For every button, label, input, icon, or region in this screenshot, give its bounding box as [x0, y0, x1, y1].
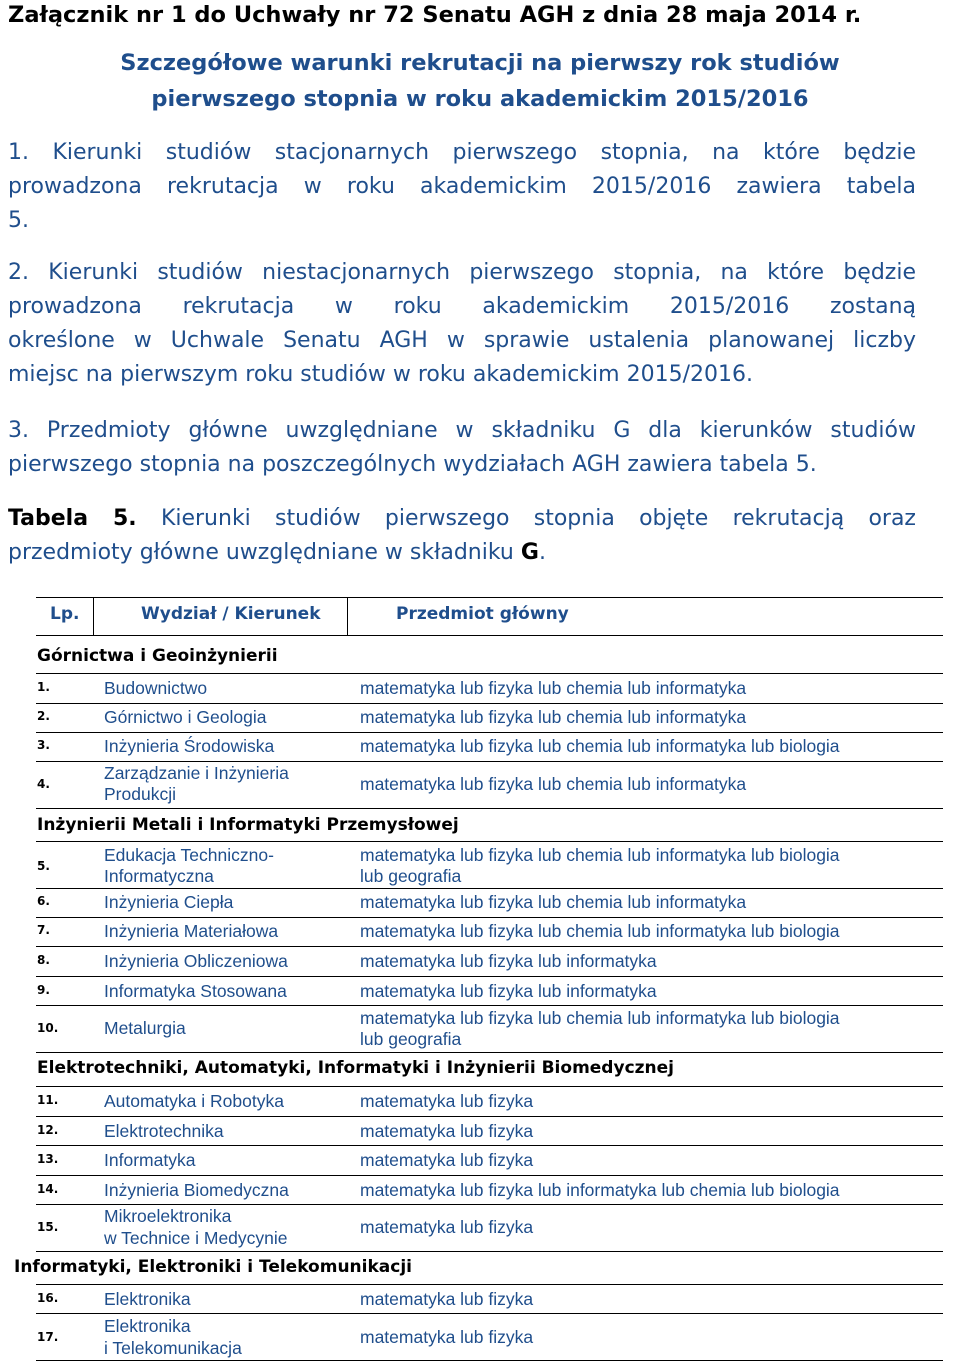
- row-separator: [36, 732, 943, 733]
- row-separator: [36, 1251, 943, 1252]
- table-header-rule: [36, 635, 943, 636]
- paragraph-3-line: 3. Przedmioty główne uwzględniane w składniku G dla kierunków studiów: [8, 418, 916, 443]
- row-separator: [36, 1116, 943, 1117]
- faculty-heading: Inżynierii Metali i Informatyki Przemysłowej: [37, 815, 459, 835]
- row-separator: [36, 1175, 943, 1176]
- row-department: Elektronika: [104, 1289, 191, 1309]
- paragraph-2: [8, 256, 916, 392]
- row-number: 15.: [37, 1220, 59, 1234]
- row-subject: matematyka lub fizyka: [360, 1217, 534, 1237]
- row-separator: [36, 808, 943, 809]
- table-col-divider-1: [93, 597, 94, 635]
- row-department: Inżynieria Biomedyczna: [104, 1180, 289, 1200]
- row-subject: matematyka lub fizyka: [360, 1091, 534, 1111]
- row-department: Mikroelektronika: [104, 1206, 232, 1226]
- paragraph-1: [8, 136, 916, 238]
- row-separator: [36, 888, 943, 889]
- row-separator: [36, 673, 943, 674]
- row-subject: matematyka lub fizyka: [360, 1327, 534, 1347]
- faculty-heading: Górnictwa i Geoinżynierii: [37, 646, 278, 666]
- row-separator: [36, 946, 943, 947]
- row-separator: [36, 761, 943, 762]
- row-number: 11.: [37, 1093, 59, 1107]
- row-separator: [36, 1360, 943, 1361]
- row-department: w Technice i Medycynie: [104, 1228, 288, 1248]
- row-department: Zarządzanie i Inżynieria: [104, 763, 289, 783]
- row-number: 12.: [37, 1123, 59, 1137]
- table-caption: [8, 502, 916, 570]
- row-department: Budownictwo: [104, 678, 208, 698]
- row-separator: [36, 1145, 943, 1146]
- row-separator: [36, 1284, 943, 1285]
- table-top-rule: [36, 597, 943, 598]
- row-subject: matematyka lub fizyka lub chemia lub informatyka lub biologia: [360, 736, 840, 756]
- row-subject: matematyka lub fizyka lub chemia lub informatyka: [360, 678, 747, 698]
- paragraph-3: [8, 414, 916, 482]
- table-caption-line-1: [8, 502, 916, 536]
- row-subject: matematyka lub fizyka lub chemia lub informatyka lub biologia: [360, 1008, 840, 1028]
- row-separator: [36, 917, 943, 918]
- paragraph-2-line: określone w Uchwale Senatu AGH w sprawie ustalenia planowanej liczby: [8, 328, 916, 353]
- row-number: 3.: [37, 738, 50, 752]
- row-subject: matematyka lub fizyka: [360, 1121, 534, 1141]
- row-department: Inżynieria Obliczeniowa: [104, 951, 288, 971]
- row-number: 4.: [37, 777, 50, 791]
- row-department: Metalurgia: [104, 1018, 186, 1038]
- table-caption-dot: .: [538, 540, 546, 565]
- row-subject: lub geografia: [360, 1029, 462, 1049]
- table-caption-text-1: Kierunki studiów pierwszego stopnia objęte rekrutacją oraz: [160, 506, 916, 531]
- row-department: Inżynieria Środowiska: [104, 736, 275, 756]
- title-line-2: pierwszego stopnia w roku akademickim 2015/2016: [151, 86, 809, 112]
- row-separator: [36, 703, 943, 704]
- row-separator: [36, 1313, 943, 1314]
- title-line-1: Szczegółowe warunki rekrutacji na pierwszy rok studiów: [120, 50, 840, 76]
- row-department: Inżynieria Ciepła: [104, 892, 234, 912]
- row-number: 2.: [37, 709, 50, 723]
- paragraph-2-line: prowadzona rekrutacja w roku akademickim 2015/2016 zostaną: [8, 294, 916, 319]
- table-col-divider-2: [347, 597, 348, 635]
- paragraph-2-line: 2. Kierunki studiów niestacjonarnych pierwszego stopnia, na które będzie: [8, 260, 916, 285]
- row-subject: matematyka lub fizyka lub informatyka: [360, 981, 657, 1001]
- row-department: Produkcji: [104, 784, 176, 804]
- row-subject: matematyka lub fizyka lub informatyka: [360, 951, 657, 971]
- row-department: Automatyka i Robotyka: [104, 1091, 284, 1111]
- row-department: Informatyka: [104, 1150, 196, 1170]
- row-department: Edukacja Techniczno-: [104, 845, 274, 865]
- table-caption-line-2: [8, 536, 916, 570]
- paragraph-1-line: 5.: [8, 208, 29, 233]
- faculty-heading: Elektrotechniki, Automatyki, Informatyki i Inżynierii Biomedycznej: [37, 1058, 674, 1078]
- paragraph-3-line: pierwszego stopnia na poszczególnych wydziałach AGH zawiera tabela 5.: [8, 452, 817, 477]
- header-lp: Lp.: [50, 604, 80, 624]
- row-number: 16.: [37, 1291, 59, 1305]
- row-separator: [36, 1052, 943, 1053]
- row-department: Inżynieria Materiałowa: [104, 921, 279, 941]
- row-number: 6.: [37, 894, 50, 908]
- row-subject: matematyka lub fizyka lub informatyka lub chemia lub biologia: [360, 1180, 840, 1200]
- row-subject: matematyka lub fizyka lub chemia lub informatyka lub biologia: [360, 845, 840, 865]
- paragraph-1-line: prowadzona rekrutacja w roku akademickim 2015/2016 zawiera tabela: [8, 174, 916, 199]
- paragraph-1-line: 1. Kierunki studiów stacjonarnych pierwszego stopnia, na które będzie: [8, 140, 916, 165]
- row-number: 9.: [37, 983, 50, 997]
- row-separator: [36, 1204, 943, 1205]
- row-department: Informatyka Stosowana: [104, 981, 287, 1001]
- table-caption-g: G: [520, 540, 539, 565]
- row-subject: lub geografia: [360, 866, 462, 886]
- row-subject: matematyka lub fizyka: [360, 1289, 534, 1309]
- row-department: Informatyczna: [104, 866, 214, 886]
- row-subject: matematyka lub fizyka lub chemia lub informatyka: [360, 774, 747, 794]
- row-number: 14.: [37, 1182, 59, 1196]
- row-separator: [36, 841, 943, 842]
- row-department: Górnictwo i Geologia: [104, 707, 267, 727]
- row-separator: [36, 1005, 943, 1006]
- row-department: i Telekomunikacja: [104, 1338, 242, 1358]
- header-dept: Wydział / Kierunek: [141, 604, 321, 624]
- row-subject: matematyka lub fizyka lub chemia lub informatyka lub biologia: [360, 921, 840, 941]
- row-subject: matematyka lub fizyka lub chemia lub informatyka: [360, 707, 747, 727]
- row-separator: [36, 976, 943, 977]
- attachment-header: Załącznik nr 1 do Uchwały nr 72 Senatu AGH z dnia 28 maja 2014 r.: [8, 2, 862, 28]
- paragraph-2-line: miejsc na pierwszym roku studiów w roku akademickim 2015/2016.: [8, 362, 753, 387]
- table-caption-label: Tabela 5.: [8, 506, 137, 531]
- row-department: Elektronika: [104, 1316, 191, 1336]
- row-subject: matematyka lub fizyka lub chemia lub informatyka: [360, 892, 747, 912]
- table-caption-text-2: przedmioty główne uwzględniane w składniku: [8, 540, 514, 565]
- row-department: Elektrotechnika: [104, 1121, 224, 1141]
- row-number: 10.: [37, 1021, 59, 1035]
- faculty-heading: Informatyki, Elektroniki i Telekomunikacji: [14, 1257, 412, 1277]
- row-number: 17.: [37, 1330, 59, 1344]
- row-number: 1.: [37, 680, 50, 694]
- row-subject: matematyka lub fizyka: [360, 1150, 534, 1170]
- header-subj: Przedmiot główny: [396, 604, 569, 624]
- row-number: 5.: [37, 859, 50, 873]
- row-number: 13.: [37, 1152, 59, 1166]
- row-number: 8.: [37, 953, 50, 967]
- row-separator: [36, 1086, 943, 1087]
- table-header: [0, 598, 960, 634]
- row-number: 7.: [37, 923, 50, 937]
